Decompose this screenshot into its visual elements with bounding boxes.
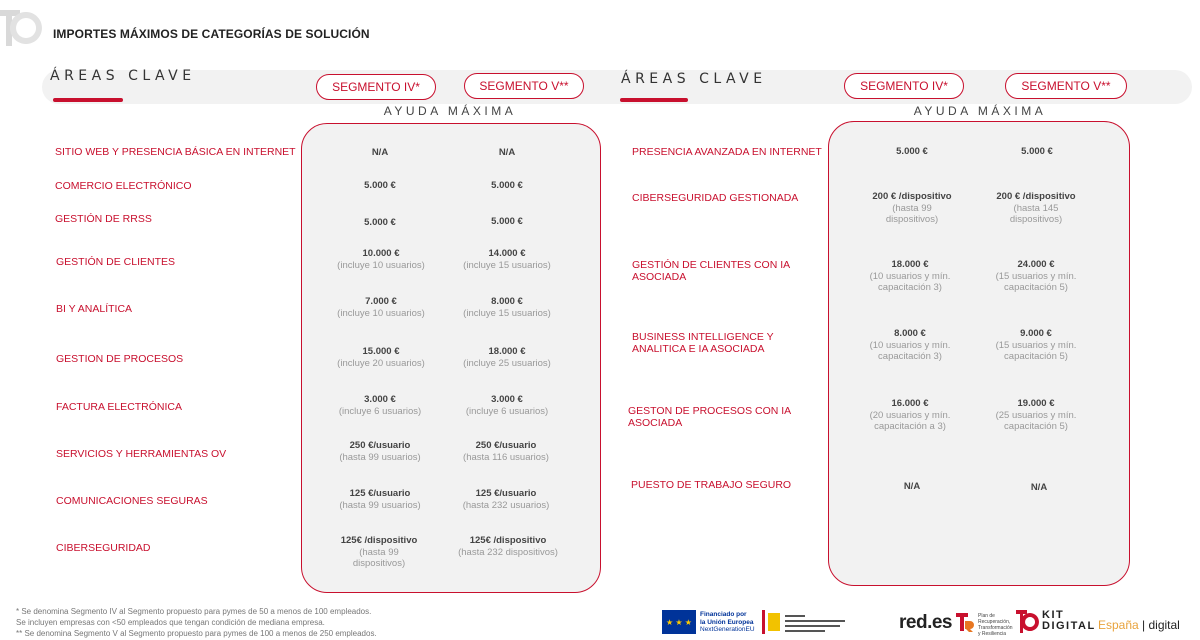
right-row-segment-iv-value: 200 € /dispositivo (hasta 99 dispositivos): [872, 191, 952, 226]
left-row-label: FACTURA ELECTRÓNICA: [56, 401, 183, 413]
left-row-segment-v-value: 250 €/usuario (hasta 116 usuarios): [463, 440, 549, 463]
left-row-segment-v-value: 5.000 €: [491, 216, 523, 227]
right-row-segment-v-value: 24.000 € (15 usuarios y mín. capacitación 5): [995, 259, 1077, 294]
left-areas-clave-title: ÁREAS CLAVE: [50, 68, 196, 84]
left-row-label: BI Y ANALÍTICA: [56, 303, 133, 315]
right-ayuda-maxima-title: AYUDA MÁXIMA: [913, 104, 1047, 118]
left-row-segment-iv-value: 5.000 €: [364, 217, 396, 228]
left-row-segment-iv-value: 125 €/usuario (hasta 99 usuarios): [339, 488, 421, 511]
left-row-segment-iv-value: 15.000 € (incluye 20 usuarios): [337, 346, 425, 369]
left-row-label: CIBERSEGURIDAD: [56, 542, 151, 554]
left-segment-iv-pill: SEGMENTO IV*: [316, 74, 436, 100]
right-row-segment-iv-value: 18.000 € (10 usuarios y mín. capacitación 3): [869, 259, 951, 294]
left-ayuda-maxima-title: AYUDA MÁXIMA: [383, 104, 517, 118]
kit-digital-corner-logo: [0, 8, 50, 48]
left-row-segment-v-value: 125 €/usuario (hasta 232 usuarios): [462, 488, 550, 511]
right-row-segment-iv-value: N/A: [903, 481, 921, 492]
right-row-segment-iv-value: 16.000 € (20 usuarios y mín. capacitación a 3): [869, 398, 951, 433]
right-segment-iv-pill: SEGMENTO IV*: [844, 73, 964, 99]
left-row-segment-v-value: 18.000 € (incluye 25 usuarios): [463, 346, 551, 369]
left-row-label: GESTIÓN DE RRSS: [55, 213, 152, 225]
right-row-label: PUESTO DE TRABAJO SEGURO: [631, 479, 792, 491]
left-segment-v-pill: SEGMENTO V**: [464, 73, 584, 99]
left-row-label: SERVICIOS Y HERRAMIENTAS OV: [56, 448, 227, 460]
left-row-label: SITIO WEB Y PRESENCIA BÁSICA EN INTERNET: [55, 146, 296, 158]
right-row-segment-v-value: 19.000 € (25 usuarios y mín. capacitación 5): [995, 398, 1077, 433]
sponsor-logos: [662, 606, 1200, 640]
gobierno-espana-logo: [762, 610, 852, 634]
left-row-segment-v-value: N/A: [498, 147, 516, 158]
left-row-segment-iv-value: 250 €/usuario (hasta 99 usuarios): [339, 440, 421, 463]
left-row-segment-iv-value: 3.000 € (incluye 6 usuarios): [338, 394, 422, 417]
left-row-segment-v-value: 5.000 €: [491, 180, 523, 191]
prtr-text: Plan de Recuperación, Transformación y Resiliencia: [978, 613, 1013, 637]
right-row-label: BUSINESS INTELLIGENCE Y ANALITICA E IA ASOCIADA: [632, 331, 774, 355]
right-row-label: CIBERSEGURIDAD GESTIONADA: [632, 192, 799, 204]
right-row-segment-v-value: 9.000 € (15 usuarios y mín. capacitación 5): [995, 328, 1077, 363]
kit-digital-logo-icon: [1015, 609, 1039, 635]
left-row-label: GESTIÓN DE CLIENTES: [56, 256, 176, 268]
left-row-segment-v-value: 14.000 € (incluye 15 usuarios): [463, 248, 551, 271]
right-row-segment-v-value: 200 € /dispositivo (hasta 145 dispositivos): [996, 191, 1076, 226]
left-red-underline: [53, 98, 123, 102]
right-row-segment-v-value: 5.000 €: [1021, 146, 1053, 157]
footnote: ** Se denomina Segmento V al Segmento propuesto para pymes de 100 a menos de 250 empleados.: [16, 629, 377, 638]
left-row-label: COMUNICACIONES SEGURAS: [56, 495, 208, 507]
left-row-segment-iv-value: 5.000 €: [364, 180, 396, 191]
footnote: Se incluyen empresas con <50 empleados que tengan condición de mediana empresa.: [16, 618, 325, 627]
left-row-segment-iv-value: N/A: [371, 147, 389, 158]
right-row-segment-v-value: N/A: [1030, 482, 1048, 493]
right-row-label: GESTIÓN DE CLIENTES CON IA ASOCIADA: [632, 259, 790, 283]
left-row-label: GESTION DE PROCESOS: [56, 353, 184, 365]
right-areas-clave-title: ÁREAS CLAVE: [621, 71, 767, 87]
right-red-underline: [620, 98, 688, 102]
right-row-label: PRESENCIA AVANZADA EN INTERNET: [632, 146, 822, 158]
prtr-logo-icon: [954, 611, 974, 633]
left-row-segment-iv-value: 10.000 € (incluye 10 usuarios): [337, 248, 425, 271]
left-row-segment-v-value: 3.000 € (incluye 6 usuarios): [465, 394, 549, 417]
espana-digital-logo: España | digital: [1098, 618, 1180, 632]
right-row-segment-iv-value: 8.000 € (10 usuarios y mín. capacitación 3): [869, 328, 951, 363]
right-segment-v-pill: SEGMENTO V**: [1005, 73, 1127, 99]
eu-flag-icon: ★ ★ ★: [662, 610, 696, 634]
left-row-segment-iv-value: 7.000 € (incluye 10 usuarios): [337, 296, 425, 319]
left-row-segment-v-value: 125€ /dispositivo (hasta 232 dispositivos): [458, 535, 558, 558]
red-es-logo: red.es: [899, 612, 952, 633]
left-row-segment-iv-value: 125€ /dispositivo (hasta 99 dispositivos): [340, 535, 418, 570]
right-row-segment-iv-value: 5.000 €: [896, 146, 928, 157]
footnote: * Se denomina Segmento IV al Segmento propuesto para pymes de 50 a menos de 100 empleados.: [16, 607, 372, 616]
page-title: IMPORTES MÁXIMOS DE CATEGORÍAS DE SOLUCIÓN: [53, 27, 370, 41]
left-row-segment-v-value: 8.000 € (incluye 15 usuarios): [463, 296, 551, 319]
kit-digital-wordmark: KIT DIGITAL: [1042, 609, 1096, 632]
right-row-label: GESTON DE PROCESOS CON IA ASOCIADA: [628, 405, 791, 429]
eu-funding-text: Financiado por la Unión Europea NextGenerationEU: [700, 611, 755, 633]
left-row-label: COMERCIO ELECTRÓNICO: [55, 180, 192, 192]
